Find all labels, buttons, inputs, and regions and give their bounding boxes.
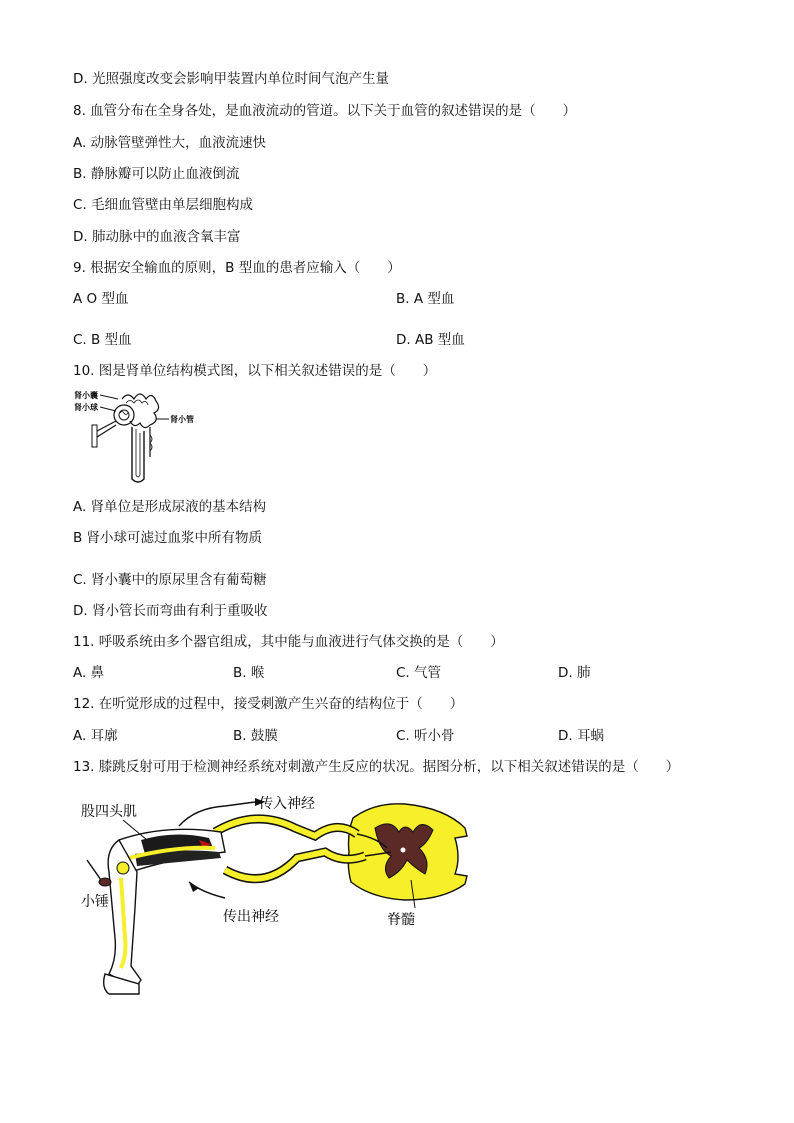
q8-option-c: C. 毛细血管壁由单层细胞构成	[73, 197, 254, 213]
knee-reflex-figure	[75, 788, 485, 1000]
q9-option-b: B. A 型血	[396, 291, 455, 307]
label-spinal-cord: 脊髓	[387, 912, 415, 928]
label-hammer: 小锤	[81, 894, 109, 910]
q8-option-d: D. 肺动脉中的血液含氧丰富	[73, 229, 241, 245]
q9-option-a: A O 型血	[73, 291, 129, 307]
label-efferent-nerve: 传出神经	[223, 909, 279, 925]
nephron-figure	[72, 387, 212, 487]
q10-option-a: A. 肾单位是形成尿液的基本结构	[73, 499, 267, 515]
q12-option-b: B. 鼓膜	[233, 728, 278, 744]
q9-option-d: D. AB 型血	[396, 332, 465, 348]
q11-stem: 11. 呼吸系统由多个器官组成，其中能与血液进行气体交换的是（ ）	[73, 634, 504, 650]
q12-option-c: C. 听小骨	[396, 728, 455, 744]
nephron-label-capsule: 肾小囊	[74, 391, 98, 400]
q10-option-c: C. 肾小囊中的原尿里含有葡萄糖	[73, 572, 267, 588]
q10-stem: 10. 图是肾单位结构模式图，以下相关叙述错误的是（ ）	[73, 363, 437, 379]
q12-option-d: D. 耳蜗	[558, 728, 604, 744]
q9-stem: 9. 根据安全输血的原则，B 型血的患者应输入（ ）	[73, 260, 401, 276]
q12-option-a: A. 耳廓	[73, 728, 118, 744]
q8-option-b: B. 静脉瓣可以防止血液倒流	[73, 166, 240, 182]
q11-option-a: A. 鼻	[73, 665, 105, 681]
q12-stem: 12. 在听觉形成的过程中，接受刺激产生兴奋的结构位于（ ）	[73, 696, 464, 712]
q11-option-c: C. 气管	[396, 665, 442, 681]
label-afferent-nerve: 传入神经	[259, 796, 315, 812]
nephron-label-tubule: 肾小管	[170, 415, 194, 424]
q7-option-d: D. 光照强度改变会影响甲装置内单位时间气泡产生量	[73, 71, 389, 87]
q11-option-d: D. 肺	[558, 665, 591, 681]
q9-option-c: C. B 型血	[73, 332, 132, 348]
q10-option-b: B 肾小球可滤过血浆中所有物质	[73, 530, 263, 546]
q11-option-b: B. 喉	[233, 665, 265, 681]
q8-option-a: A. 动脉管壁弹性大，血液流速快	[73, 135, 267, 151]
label-quadriceps: 股四头肌	[81, 804, 137, 820]
nephron-label-glomerulus: 肾小球	[74, 403, 98, 412]
q8-stem: 8. 血管分布在全身各处，是血液流动的管道。以下关于血管的叙述错误的是（ ）	[73, 103, 577, 119]
q13-stem: 13. 膝跳反射可用于检测神经系统对刺激产生反应的状况。据图分析，以下相关叙述错误的是（ ）	[73, 759, 680, 775]
q10-option-d: D. 肾小管长而弯曲有利于重吸收	[73, 603, 268, 619]
